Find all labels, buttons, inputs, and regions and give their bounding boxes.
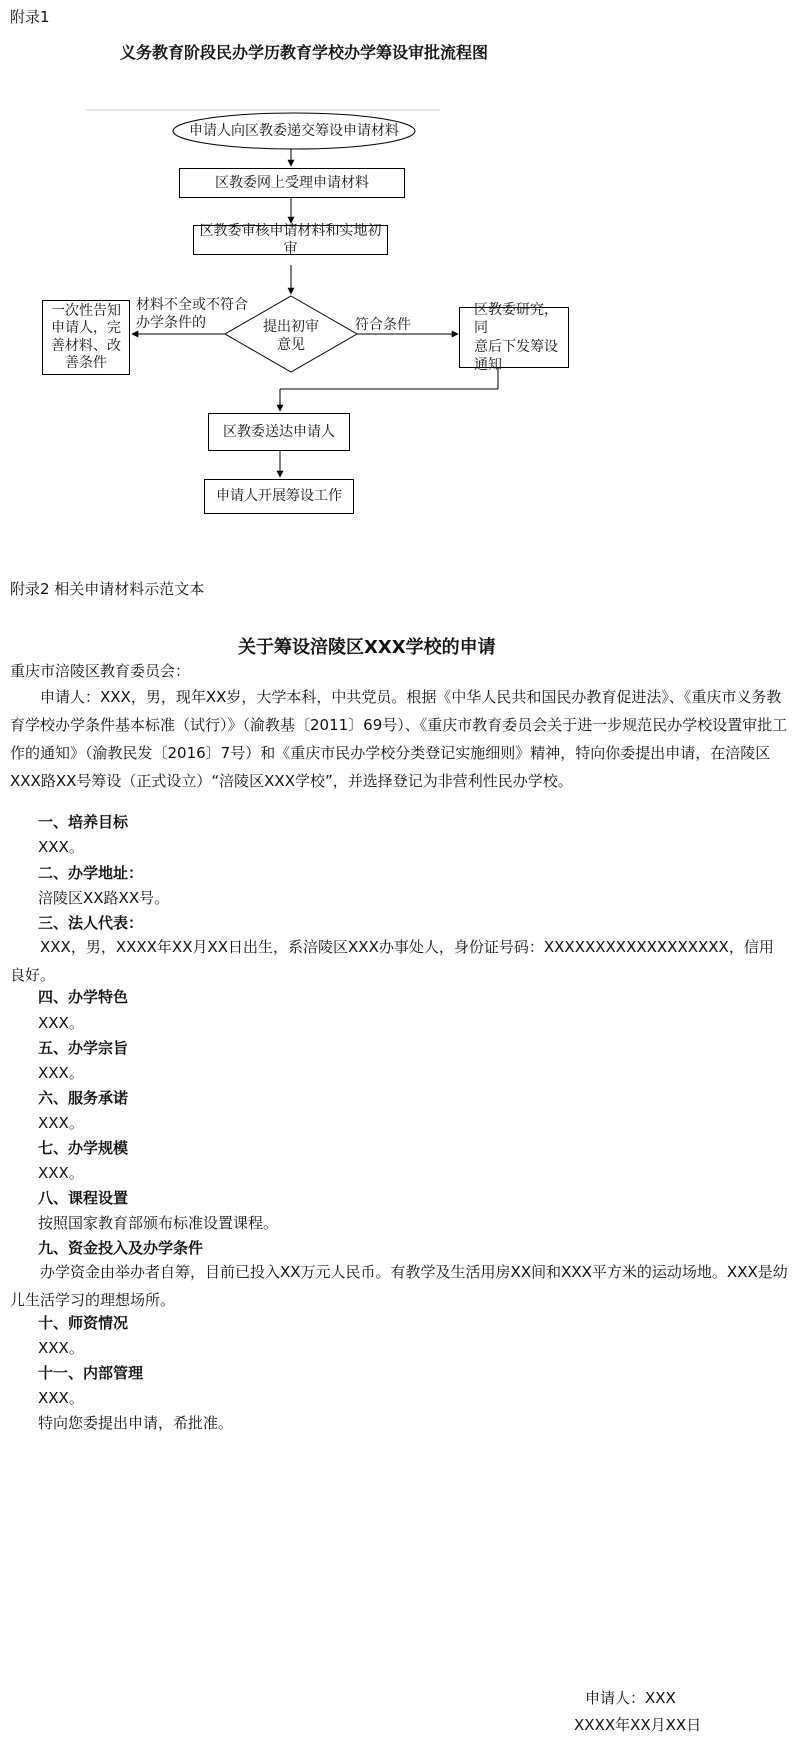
right-edge-label: 符合条件 [355,317,411,333]
letter-title: 关于筹设涪陵区XXX学校的申请 [238,637,496,658]
section7-heading: 七、办学规模 [38,1139,129,1157]
step2-box: 区教委审核申请材料和实地初审 [193,225,388,255]
section11-heading: 十一、内部管理 [38,1364,144,1382]
section4-heading: 四、办学特色 [38,988,129,1006]
appendix1-label: 附录1 [10,8,50,26]
right-box-line1: 区教委研究，同 [474,302,558,337]
letter-intro: 申请人：XXX，男，现年XX岁，大学本科，中共党员。根据《中华人民共和国民办教育促进法》、《重庆市义务教育学校办学条件基本标准（试行）》（渝教基〔2011〕69号）、《重庆市教育委员会关于进一步规范民办学校设置审批工作的通知》（渝教民发〔2016〕7号）和《重庆市民办学校分类登记实施细则》精神，特向你委提出申请，在涪陵区XXX路XX号筹设（正式设立）“涪陵区XXX学校”，并选择登记为非营利性民办学校。 [10,688,788,790]
letter-signer: 申请人：XXX [585,1689,676,1707]
step4-box: 申请人开展筹设工作 [204,479,354,514]
left-edge-label-line2: 办学条件的 [136,315,206,332]
section5-heading: 五、办学宗旨 [38,1039,129,1057]
letter-closing: 特向您委提出申请，希批准。 [38,1414,234,1432]
section3-body: XXX，男，XXXX年XX月XX日出生，系涪陵区XXX办事处人，身份证号码：XXXXXXXXXXXXXXXXXX，信用良好。 [10,938,774,984]
section5-body: XXX。 [38,1064,84,1082]
start-node-label: 申请人向区教委递交筹设申请材料 [189,123,399,139]
letter-salutation: 重庆市涪陵区教育委员会： [10,662,191,680]
section11-body: XXX。 [38,1389,84,1407]
right-box-line3: 通知 [474,356,502,373]
section9-body: 办学资金由举办者自筹，目前已投入XX万元人民币。有教学及生活用房XX间和XXX平方米的运动场地。XXX是幼儿生活学习的理想场所。 [10,1263,788,1309]
letter-date: XXXX年XX月XX日 [574,1716,702,1734]
section10-heading: 十、师资情况 [38,1314,129,1332]
section8-body: 按照国家教育部颁布标准设置课程。 [38,1214,279,1232]
right-box-line2: 意后下发筹设 [474,338,558,355]
decision-label [231,318,351,354]
section6-body: XXX。 [38,1114,84,1132]
flowchart-title: 义务教育阶段民办学历教育学校办学筹设审批流程图 [120,43,489,62]
left-box-line2: 申请人，完 [51,320,121,336]
left-box-line1: 一次性告知 [51,302,121,319]
appendix2-label: 附录2 相关申请材料示范文本 [10,580,205,598]
section2-body: 涪陵区XX路XX号。 [38,889,170,907]
section1-heading: 一、培养目标 [38,813,129,831]
section6-heading: 六、服务承诺 [38,1089,129,1107]
section9-heading: 九、资金投入及办学条件 [38,1239,204,1257]
left-edge-label-line1: 材料不全或不符合 [136,297,248,313]
step1-box: 区教委网上受理申请材料 [179,168,405,198]
left-edge-label [136,296,248,332]
left-box-line4: 善条件 [65,355,107,371]
decision-label-line1: 提出初审 [263,319,319,335]
right-approve-box [459,302,569,373]
section3-heading: 三、法人代表： [38,914,144,932]
section7-body: XXX。 [38,1164,84,1182]
step3-box: 区教委送达申请人 [208,413,350,451]
section8-heading: 八、课程设置 [38,1189,129,1207]
section4-body: XXX。 [38,1014,84,1032]
left-notify-box [42,300,130,375]
section10-body: XXX。 [38,1339,84,1357]
left-box-line3: 善材料、改 [51,337,121,354]
flowchart-connectors [0,0,801,560]
section2-heading: 二、办学地址： [38,864,144,882]
section1-body: XXX。 [38,838,84,856]
decision-label-line2: 意见 [277,337,305,354]
